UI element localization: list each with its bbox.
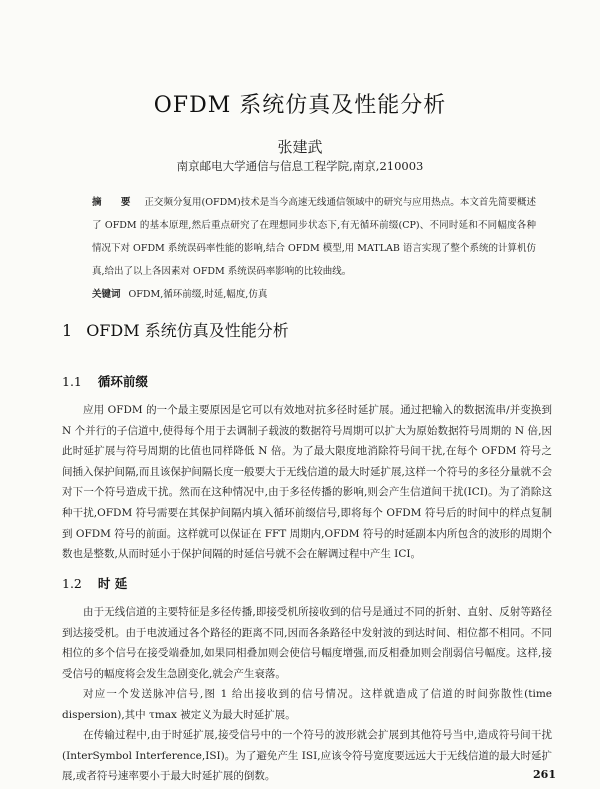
abstract-label: 摘 要 [92,197,139,208]
subsection-number: 1.2 [62,576,82,591]
section-heading-1 [62,318,289,341]
subsection-heading-1-1 [62,372,148,390]
abstract [92,191,536,283]
page-number: 261 [533,768,556,781]
body-paragraph-1: 应用 OFDM 的一个最主要原因是它可以有效地对抗多径时延扩展。通过把输入的数据流串/并变换到 N 个并行的子信道中,使得每个用于去调制子载波的数据符号周期可以扩大为原始数据符号周期的 N 倍,因此时延扩展与符号周期的比值也同样降低 N 倍。为了最大限度地消除符号间干扰,在每个 OFDM 符号之间插入保护间隔,而且该保护间隔长度一般要大于无线信道的最大时延扩展,这样一个符号的多径分量就不会对下一个符号造成干扰。然而在这种情况中,由于多径传播的影响,则会产生信道间干扰(ICI)。为了消除这种干扰,OFDM 符号需要在其保护间隔内填入循环前缀信号,即将每个 OFDM 符号后的时间中的样点复制到 OFDM 符号的前面。这样就可以保证在 FFT 周期内,OFDM 符号的时延副本内所包含的波形的周期个数也是整数,从而时延小于保护间隔的时延信号就不会在解调过程中产生 ICI。 [62,404,552,561]
body-paragraph-4: 在传输过程中,由于时延扩展,接受信号中的一个符号的波形就会扩展到其他符号当中,造成符号间干扰(InterSymbol Interference,ISI)。为了避免产生 ISI,应该令符号宽度要远远大于无线信道的最大时延扩展,或者符号速率要小于最大时延扩展的倒数。 [62,729,552,783]
subsection-number: 1.1 [62,374,82,389]
section-number: 1 [62,321,73,340]
paper-title: OFDM 系统仿真及性能分析 [153,93,447,118]
abstract-text: 正交频分复用(OFDM)技术是当今高速无线通信领域中的研究与应用热点。本文首先简要概述了 OFDM 的基本原理,然后重点研究了在理想同步状态下,有无循环前缀(CP)、不同时延和不同幅度各种情况下对 OFDM 系统误码率性能的影响,结合 OFDM 模型,用 MATLAB 语言实现了整个系统的计算机仿真,给出了以上各因素对 OFDM 系统误码率影响的比较曲线。 [92,197,536,277]
keywords-text: OFDM,循环前缀,时延,幅度,仿真 [128,289,268,300]
section-title: OFDM 系统仿真及性能分析 [86,321,289,340]
keywords [92,286,536,300]
author-name: 张建武 [277,138,323,156]
keywords-label: 关键词 [92,289,121,300]
subsection-heading-1-2 [62,574,127,592]
subsection-title: 循环前缀 [97,374,148,389]
subsection-title: 时 延 [97,576,128,591]
author-affiliation: 南京邮电大学通信与信息工程学院,南京,210003 [176,159,424,173]
body-paragraph-3: 对应一个发送脉冲信号,图 1 给出接收到的信号情况。这样就造成了信道的时间弥散性(time dispersion),其中 τmax 被定义为最大时延扩展。 [62,688,552,721]
body-paragraph-2: 由于无线信道的主要特征是多径传播,即接受机所接收到的信号是通过不同的折射、直射、反射等路径到达接受机。由于电波通过各个路径的距离不同,因而各条路径中发射波的到达时间、相位都不相同。不同相位的多个信号在接受端叠加,如果同相叠加则会使信号幅度增强,而反相叠加则会削弱信号幅度。这样,接受信号的幅度将会发生急剧变化,就会产生衰落。 [62,606,552,680]
